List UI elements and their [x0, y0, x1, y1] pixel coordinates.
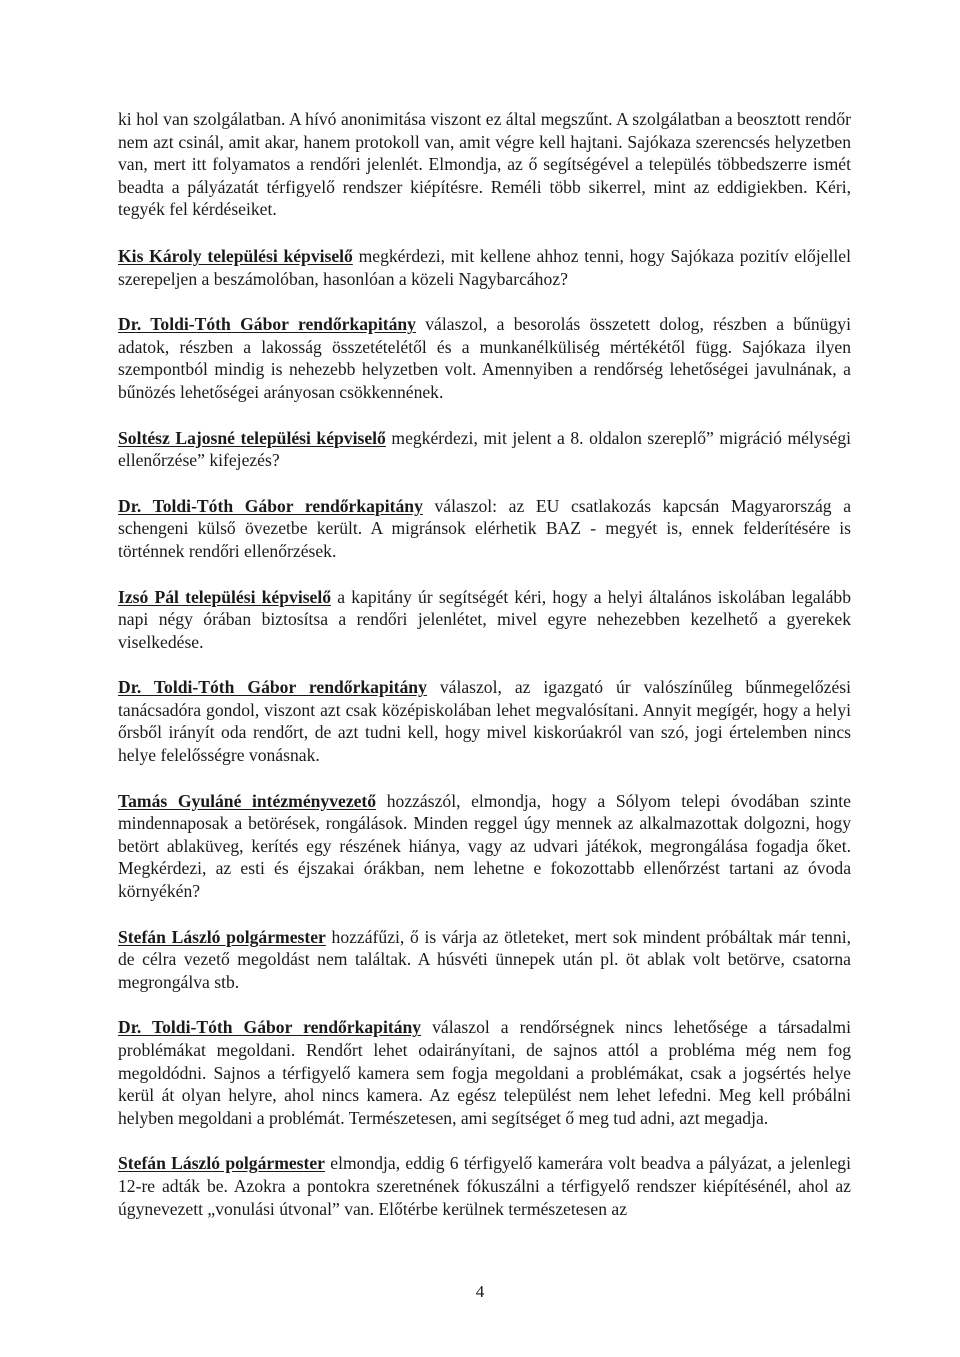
paragraph-toldi-toth-4 — [118, 1016, 851, 1129]
paragraph-text: válaszol, az igazgató úr valószínűleg bűnmegelőzési tanácsadóra gondol, viszont azt csak középiskolában lehet megvalósítani. Annyit megígér, hogy a helyi őrsből irányít oda rendőrt, de azt tudni kell, hogy mivel kiskorúakról van szó, jogi értelemben nincs helye felelősségre vonásnak. — [118, 677, 851, 766]
speaker-name: Dr. Toldi-Tóth Gábor rendőrkapitány — [118, 314, 416, 335]
page-number: 4 — [475, 1282, 485, 1301]
paragraph-text: hozzáfűzi, ő is várja az ötleteket, mert sok mindent próbáltak már tenni, de célra vezető megoldást nem találtak. A húsvéti ünnepek után pl. öt ablak volt betörve, csatorna megrongálva stb. — [118, 926, 851, 992]
paragraph-text: megkérdezi, mit jelent a 8. oldalon szereplő” migráció mélységi ellenőrzése” kifejezés? — [118, 427, 852, 471]
paragraph-stefan-1 — [118, 926, 851, 994]
paragraph-text: hozzászól, elmondja, hogy a Sólyom telepi óvodában szinte mindennaposak a betörések, rongálások. Minden reggel úgy mennek az alkalmazottak dolgozni, hogy betört ablaküveg, kerítés egy részének hiánya, vagy az udvari játékok, megrongálása fogadja őket. Megkérdezi, az esti és éjszakai órákban, nem lehetne e fokozottabb ellenőrzést tartani az óvoda környékén? — [118, 790, 851, 902]
speaker-name: Stefán László polgármester — [118, 1153, 325, 1174]
paragraph-text: a kapitány úr segítségét kéri, hogy a helyi általános iskolában legalább napi négy órában biztosítsa a rendőri jelenlétet, mivel egyre nehezebben kezelhető a gyerekek viselkedése. — [118, 586, 851, 652]
speaker-name: Tamás Gyuláné intézményvezető — [118, 790, 377, 811]
paragraph-text: válaszol: az EU csatlakozás kapcsán Magyarország a schengeni külső övezetbe került. A migránsok elérhetik BAZ - megyét is, ennek felderítésére is történnek rendőri ellenőrzések. — [118, 495, 851, 561]
paragraph-toldi-toth-3 — [118, 676, 851, 766]
speaker-name: Dr. Toldi-Tóth Gábor rendőrkapitány — [118, 677, 427, 698]
speaker-name: Dr. Toldi-Tóth Gábor rendőrkapitány — [118, 495, 423, 516]
paragraph-tamas-gyulane — [118, 790, 851, 903]
paragraph-soltesz — [118, 427, 851, 472]
paragraph-text: megkérdezi, mit kellene ahhoz tenni, hogy Sajókaza pozitív előjellel szerepeljen a beszámolóban, hasonlóan a közeli Nagybarcához? — [118, 245, 851, 289]
paragraph-toldi-toth-1 — [118, 313, 851, 403]
paragraph-text: válaszol a rendőrségnek nincs lehetősége a társadalmi problémákat megoldani. Rendőrt lehet odairányítani, de sajnos attól a probléma még nem fog megoldódni. Sajnos a térfigyelő kamera sem fogja megoldani a problémákat, csak a jogsértés helye kerül át olyan helyre, ahol nincs kamera. Az egész települést nem lehet lefedni. Meg kell próbálni helyben megoldani a problémát. Természetesen, ami segítséget ő meg tud adni, azt megadja. — [118, 1017, 851, 1128]
intro-paragraph: ki hol van szolgálatban. A hívó anonimitása viszont ez által megszűnt. A szolgálatban a beosztott rendőr nem azt csinál, amit akar, hanem protokoll van, amit végre kell hajtani. Sajókaza szerencsés helyzetben van, mert itt folyamatos a rendőri jelenlét. Elmondja, az ő segítségével a település többedszerre ismét beadta a pályázatát térfigyelő rendszer kiépítésre. Reméli több sikerrel, mint az eddigiekben. Kéri, tegyék fel kérdéseiket. — [118, 109, 851, 220]
document-page — [118, 108, 851, 1243]
speaker-name: Izsó Pál települési képviselő — [118, 586, 332, 607]
speaker-name: Dr. Toldi-Tóth Gábor rendőrkapitány — [118, 1017, 422, 1038]
paragraph-text: válaszol, a besorolás összetett dolog, részben a bűnügyi adatok, részben a lakosság összetételétől és a munkanélküliség mértékétől függ. Sajókaza ilyen szempontból mindig is nehezebb helyzetben volt. Amennyiben a rendőrség lehetőségei javulnának, a bűnözés lehetőségei arányosan csökkennének. — [118, 314, 851, 402]
speaker-name: Soltész Lajosné települési képviselő — [118, 427, 386, 448]
paragraph-toldi-toth-2 — [118, 495, 851, 563]
paragraph-izso-pal — [118, 586, 851, 654]
paragraph-kis-karoly — [118, 245, 851, 290]
speaker-name: Stefán László polgármester — [118, 926, 326, 947]
paragraph-stefan-2 — [118, 1152, 851, 1220]
paragraph-text: elmondja, eddig 6 térfigyelő kamerára volt beadva a pályázat, a jelenlegi 12-re adták be. Azokra a pontokra szeretnének fókuszálni a térfigyelő rendszer kiépítésénél, ahol az úgynevezett „vonulási útvonal” van. Előtérbe kerülnek természetesen az — [118, 1153, 851, 1219]
speaker-name: Kis Károly települési képviselő — [118, 245, 353, 266]
